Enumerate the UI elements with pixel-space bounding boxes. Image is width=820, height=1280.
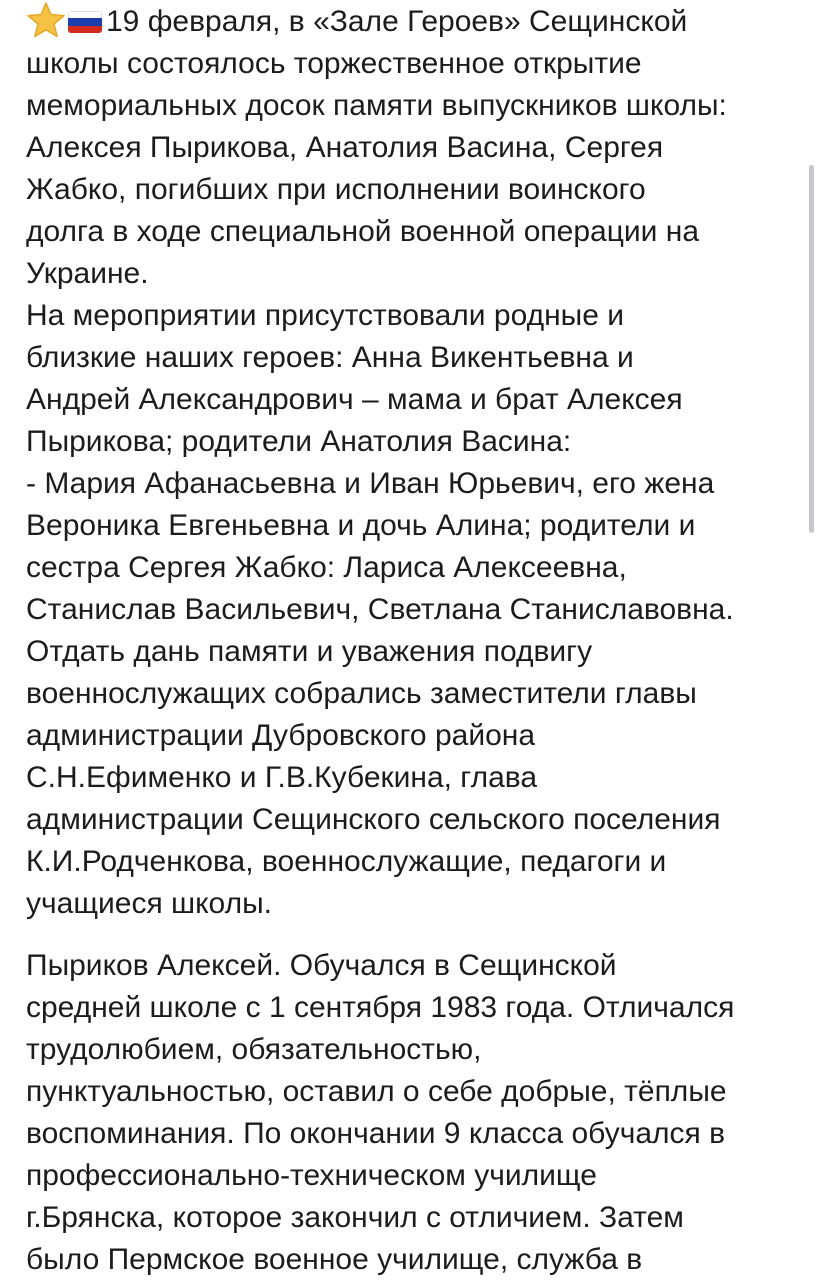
star-icon (26, 2, 66, 38)
text-line: Алексея Пырикова, Анатолия Васина, Сергея (26, 131, 664, 164)
text-line: Отдать дань памяти и уважения подвигу (26, 635, 593, 668)
text-line: администрации Сещинского сельского поселения (26, 803, 721, 836)
text-line: школы состоялось торжественное открытие (26, 47, 642, 80)
text-line: пунктуальностью, оставил о себе добрые, тёплые (26, 1075, 727, 1108)
text-line: долга в ходе специальной военной операции на (26, 215, 700, 248)
text-line: администрации Дубровского района (26, 719, 536, 752)
text-line: К.И.Родченкова, военнослужащие, педагоги и (26, 845, 667, 878)
text-line: Пыриков Алексей. Обучался в Сещинской (26, 949, 617, 982)
post-text (26, 0, 796, 1280)
paragraph-gap (26, 925, 796, 945)
text-line: военнослужащих собрались заместители главы (26, 677, 697, 710)
text-line: воспоминания. По окончании 9 класса обучался в (26, 1117, 726, 1150)
paragraph-2 (26, 945, 796, 1280)
vertical-scrollbar[interactable] (809, 165, 814, 533)
text-line: Жабко, погибших при исполнении воинского (26, 173, 646, 206)
text-line: трудолюбием, обязательностью, (26, 1033, 482, 1066)
text-line (26, 1, 796, 43)
text-line: близкие наших героев: Анна Викентьевна и (26, 341, 634, 374)
text-line-content: 19 февраля, в «Зале Героев» Сещинской (106, 5, 688, 38)
text-line: мемориальных досок памяти выпускников школы: (26, 89, 727, 122)
paragraph-1 (26, 1, 796, 925)
text-line: Украине. (26, 257, 149, 290)
text-line: - Мария Афанасьевна и Иван Юрьевич, его жена (26, 467, 715, 500)
text-line: средней школе с 1 сентября 1983 года. Отличался (26, 991, 735, 1024)
text-line: На мероприятии присутствовали родные и (26, 299, 625, 332)
text-line: учащиеся школы. (26, 887, 272, 920)
russia-flag-icon (68, 11, 102, 33)
text-line: С.Н.Ефименко и Г.В.Кубекина, глава (26, 761, 538, 794)
text-line: сестра Сергея Жабко: Лариса Алексеевна, (26, 551, 627, 584)
text-line: было Пермское военное училище, служба в (26, 1243, 643, 1276)
text-line: Андрей Александрович – мама и брат Алексея (26, 383, 683, 416)
text-line: г.Брянска, которое закончил с отличием. Затем (26, 1201, 684, 1234)
text-line: Станислав Васильевич, Светлана Станиславовна. (26, 593, 734, 626)
text-line: Пырикова; родители Анатолия Васина: (26, 425, 572, 458)
text-line: профессионально-техническом училище (26, 1159, 597, 1192)
text-line: Вероника Евгеньевна и дочь Алина; родители и (26, 509, 696, 542)
